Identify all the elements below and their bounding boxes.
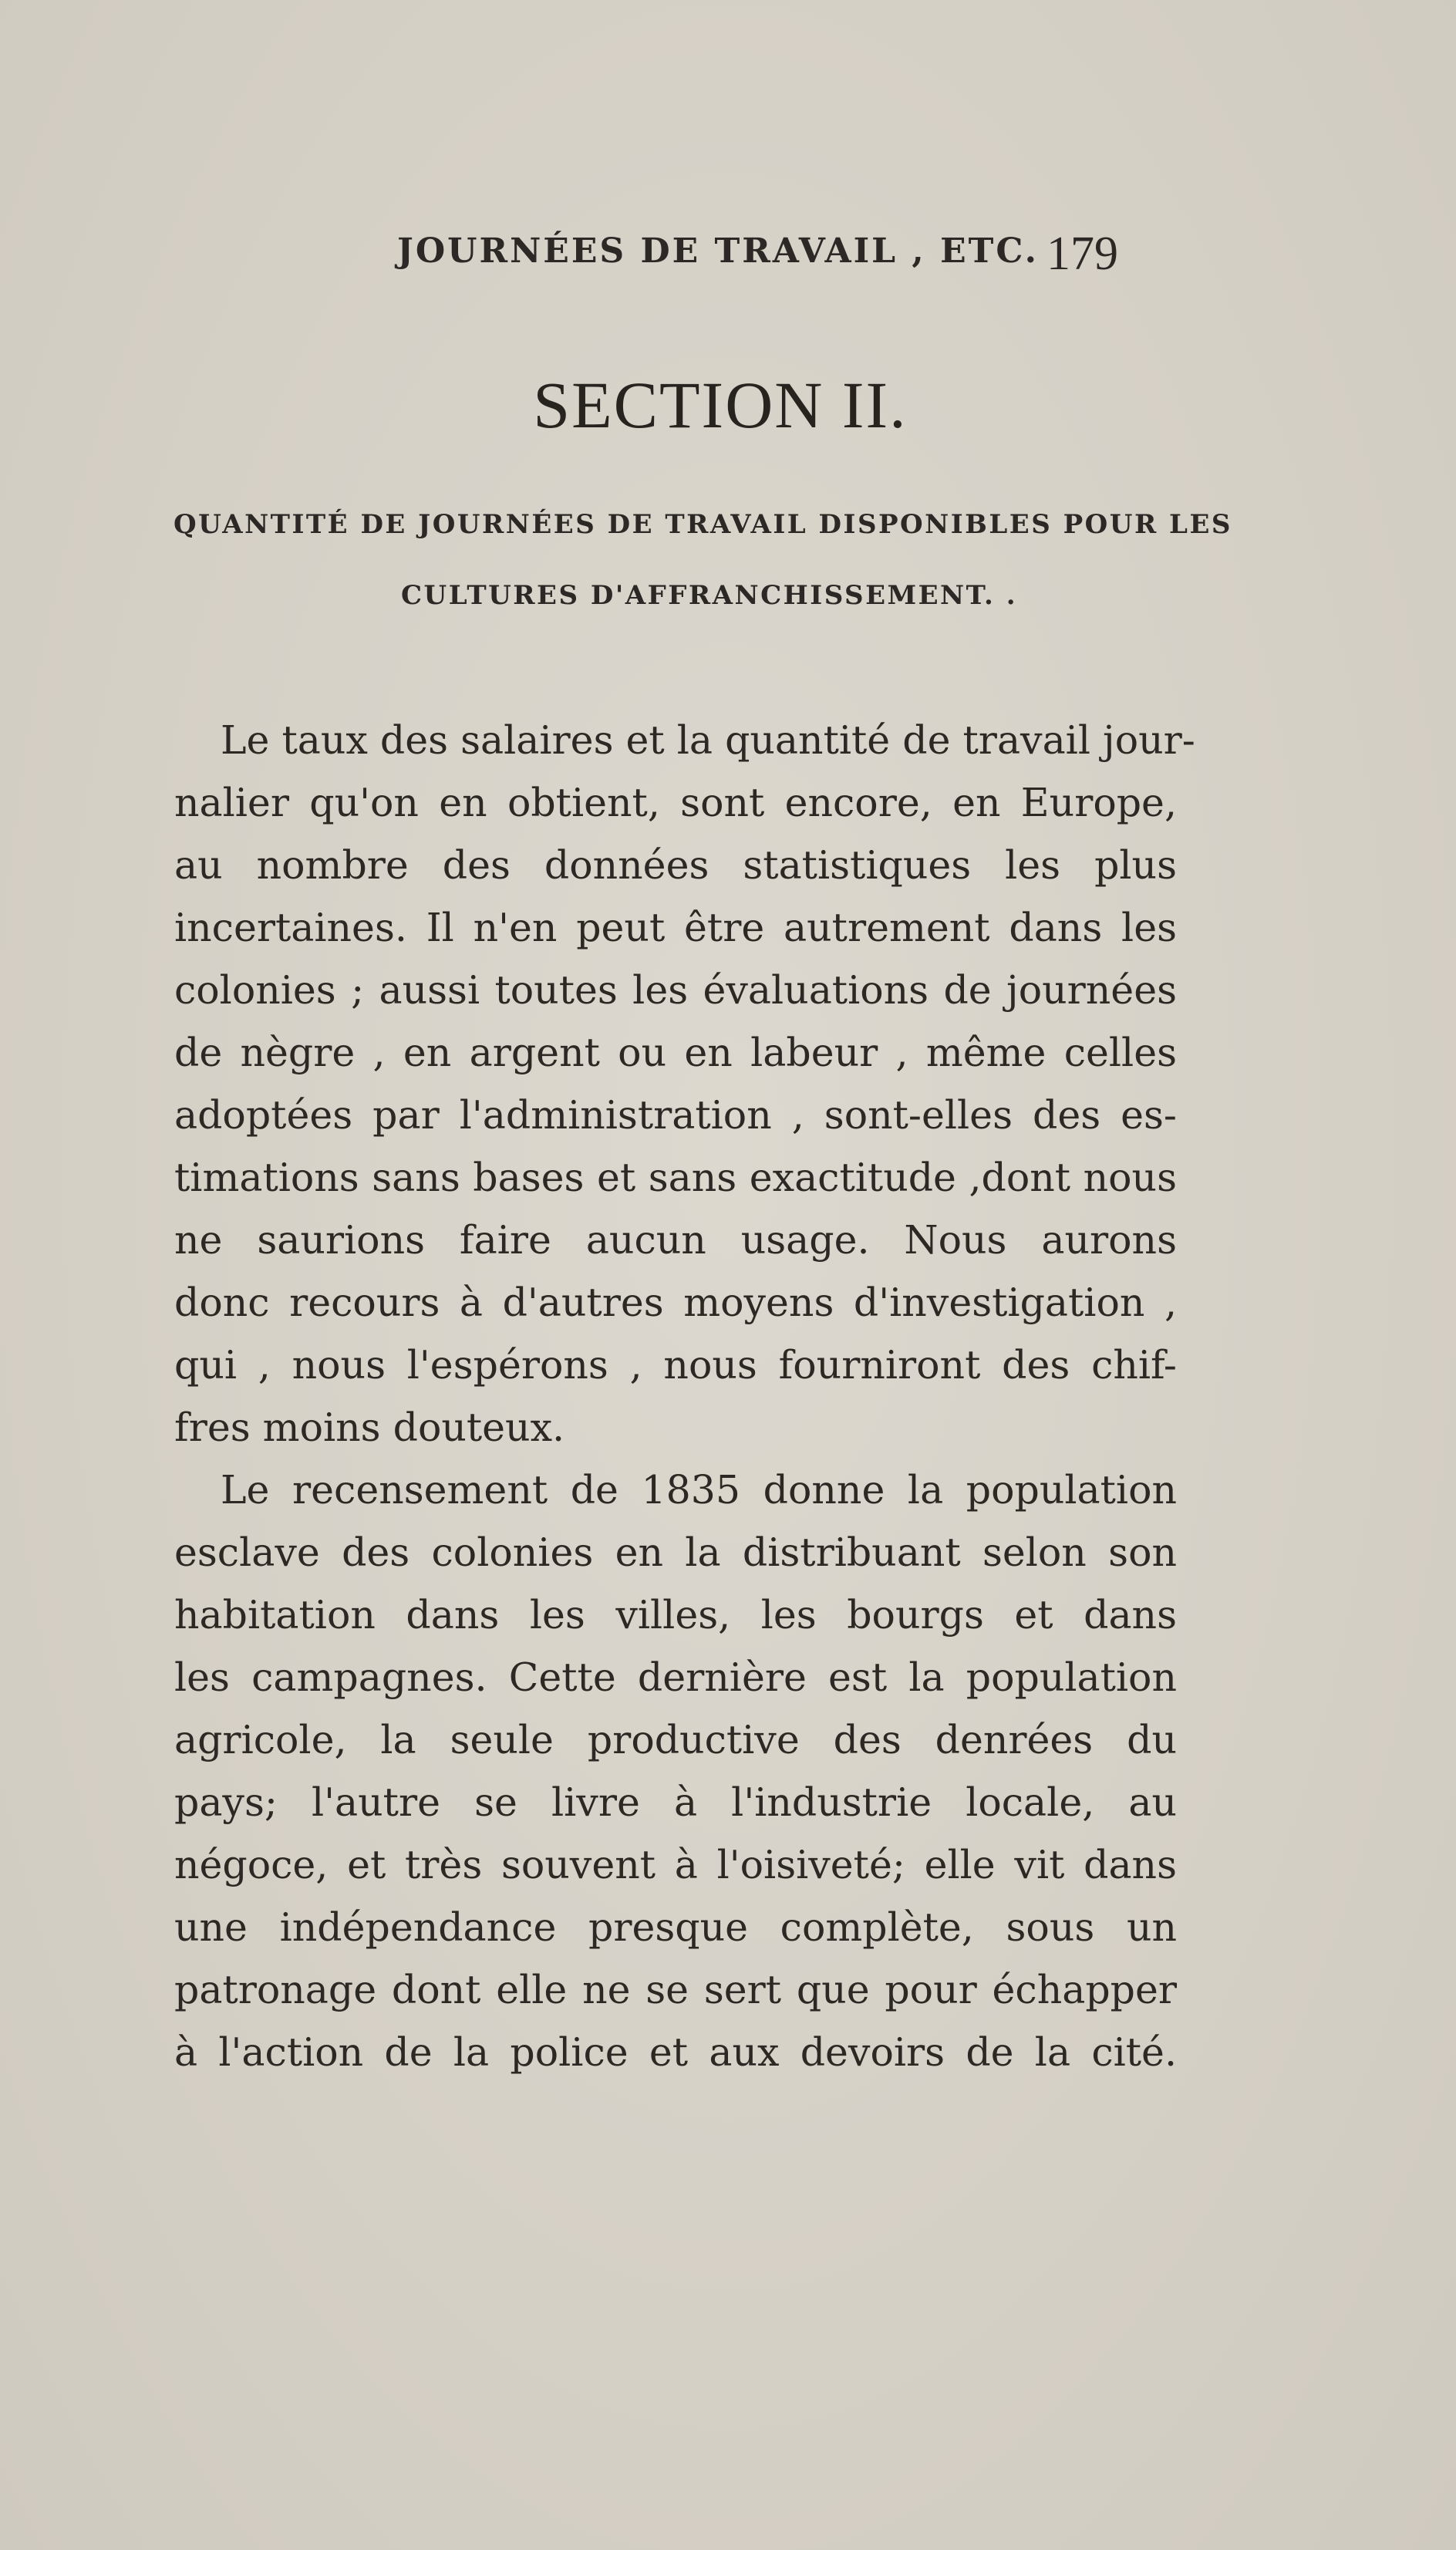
text-line: donc recours à d'autres moyens d'investigation , bbox=[174, 1280, 1177, 1325]
text-line: négoce, et très souvent à l'oisiveté; elle vit dans bbox=[174, 1842, 1177, 1887]
text-line: nalier qu'on en obtient, sont encore, en Europe, bbox=[174, 780, 1177, 825]
text-line: pays; l'autre se livre à l'industrie locale, au bbox=[174, 1779, 1177, 1825]
text-line: de nègre , en argent ou en labeur , même celles bbox=[174, 1030, 1177, 1075]
text-line: une indépendance presque complète, sous un bbox=[174, 1904, 1177, 1950]
text-line: habitation dans les villes, les bourgs et dans bbox=[174, 1592, 1177, 1638]
text-line: adoptées par l'administration , sont-elles des es- bbox=[174, 1092, 1177, 1138]
text-line: timations sans bases et sans exactitude ,dont nous bbox=[174, 1155, 1177, 1200]
text-line: à l'action de la police et aux devoirs de la cité. bbox=[174, 2029, 1177, 2075]
text-line: colonies ; aussi toutes les évaluations de journées bbox=[174, 967, 1177, 1013]
text-line: Le taux des salaires et la quantité de travail jour- bbox=[221, 717, 1195, 763]
page-number: 179 bbox=[1046, 228, 1118, 280]
section-title: SECTION II. bbox=[533, 368, 908, 442]
text-line: Le recensement de 1835 donne la population bbox=[221, 1467, 1177, 1513]
text-line: fres moins douteux. bbox=[174, 1405, 565, 1450]
text-line: au nombre des données statistiques les plus bbox=[174, 842, 1177, 888]
section-subtitle-line-1: QUANTITÉ DE JOURNÉES DE TRAVAIL DISPONIBLES POUR LES bbox=[174, 509, 1232, 540]
text-line: les campagnes. Cette dernière est la population bbox=[174, 1654, 1177, 1700]
running-head bbox=[397, 228, 1245, 293]
text-line: agricole, la seule productive des denrées du bbox=[174, 1717, 1177, 1762]
section-heading bbox=[0, 366, 1456, 444]
text-line: patronage dont elle ne se sert que pour échapper bbox=[174, 1967, 1177, 2012]
text-line: esclave des colonies en la distribuant selon son bbox=[174, 1530, 1177, 1575]
running-title: JOURNÉES DE TRAVAIL , ETC. bbox=[397, 231, 1039, 271]
text-line: incertaines. Il n'en peut être autrement dans les bbox=[174, 905, 1177, 950]
text-line: ne saurions faire aucun usage. Nous aurons bbox=[174, 1217, 1177, 1263]
text-line: qui , nous l'espérons , nous fourniront des chif- bbox=[174, 1342, 1177, 1388]
section-subtitle-line-2: CULTURES D'AFFRANCHISSEMENT. . bbox=[401, 580, 1018, 611]
